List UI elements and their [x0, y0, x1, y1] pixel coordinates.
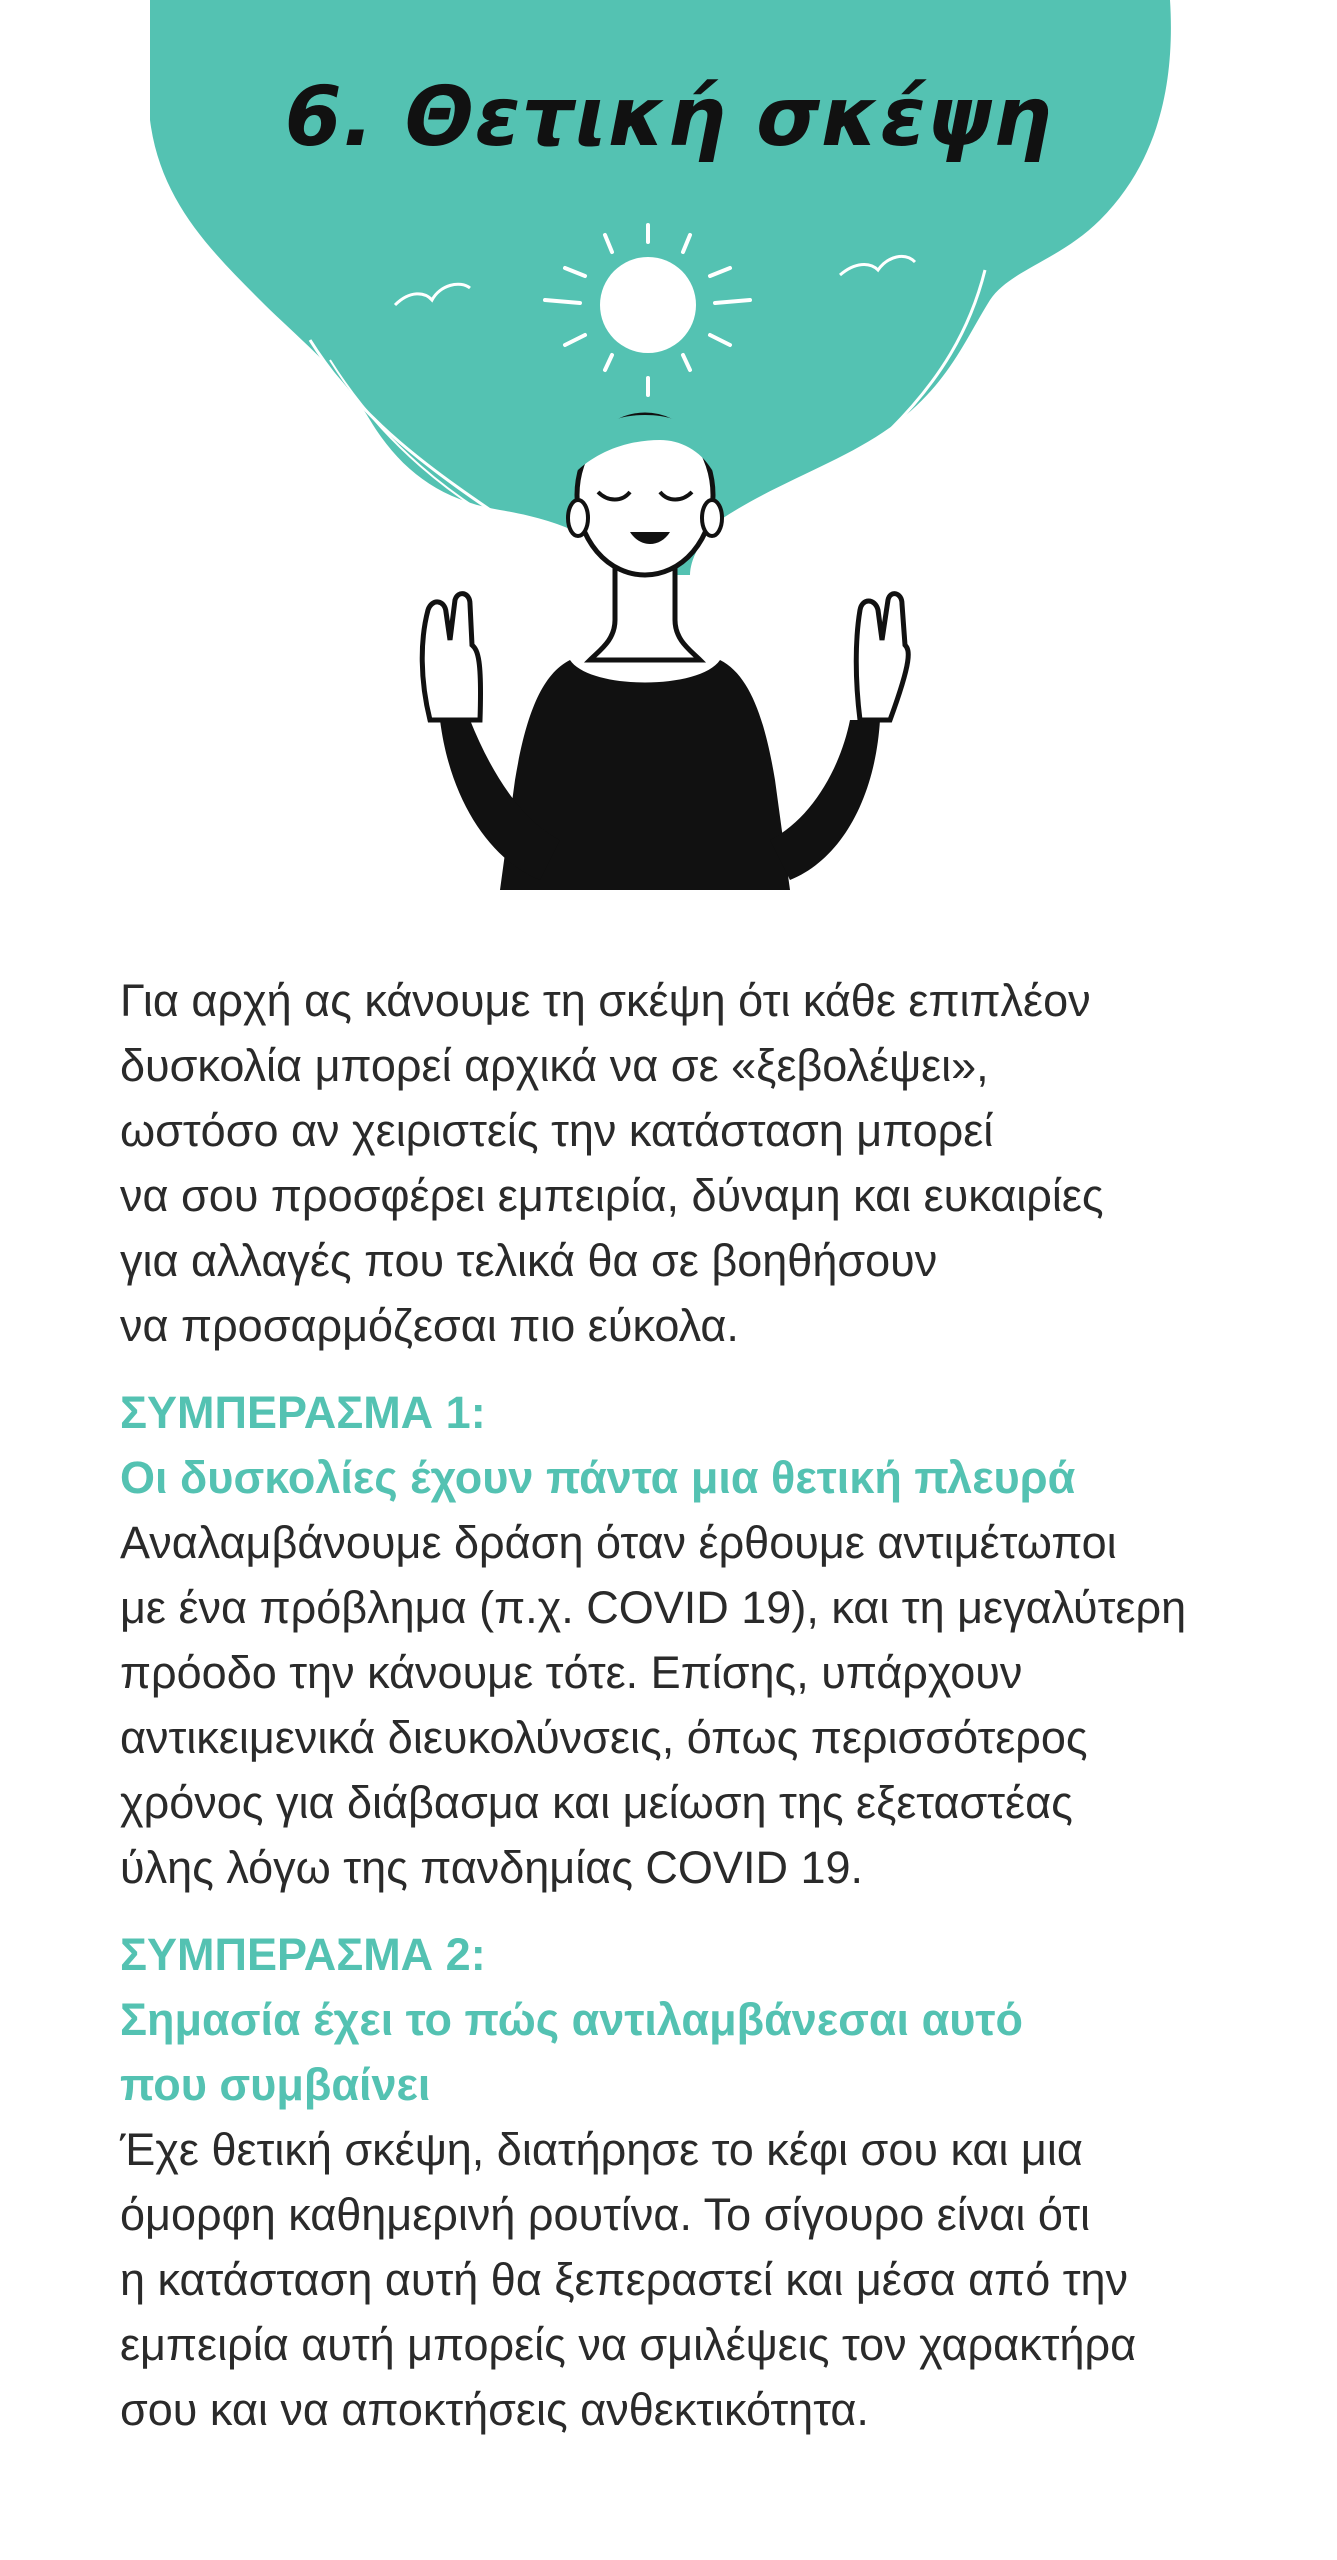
- body-line: όμορφη καθημερινή ρουτίνα. Το σίγουρο είναι ότι: [120, 2189, 1090, 2240]
- body-line: αντικειμενικά διευκολύνσεις, όπως περισσότερος: [120, 1712, 1088, 1763]
- intro-line: Για αρχή ας κάνουμε τη σκέψη ότι κάθε επιπλέον: [120, 975, 1091, 1026]
- intro-line: για αλλαγές που τελικά θα σε βοηθήσουν: [120, 1235, 938, 1286]
- intro-paragraph: [120, 968, 1240, 1358]
- intro-line: να προσαρμόζεσαι πιο εύκολα.: [120, 1300, 739, 1351]
- right-hand: [856, 594, 908, 720]
- body-line: πρόοδο την κάνουμε τότε. Επίσης, υπάρχουν: [120, 1647, 1023, 1698]
- right-arm: [770, 720, 880, 880]
- conclusion-2-body: [120, 2117, 1240, 2442]
- sun-icon: [600, 257, 696, 353]
- page-title: 6. Θετική σκέψη: [284, 70, 1053, 165]
- left-hand: [422, 594, 480, 720]
- intro-line: να σου προσφέρει εμπειρία, δύναμη και ευκαιρίες: [120, 1170, 1104, 1221]
- title-line: Σημασία έχει το πώς αντιλαμβάνεσαι αυτό: [120, 1994, 1023, 2045]
- body-line: σου και να αποκτήσεις ανθεκτικότητα.: [120, 2384, 869, 2435]
- body-line: με ένα πρόβλημα (π.χ. COVID 19), και τη μεγαλύτερη: [120, 1582, 1187, 1633]
- intro-line: ωστόσο αν χειριστείς την κατάσταση μπορεί: [120, 1105, 994, 1156]
- body-line: Έχε θετική σκέψη, διατήρησε το κέφι σου και μια: [120, 2124, 1083, 2175]
- body-line: Αναλαμβάνουμε δράση όταν έρθουμε αντιμέτωποι: [120, 1517, 1117, 1568]
- conclusion-2-title: [120, 1987, 1240, 2117]
- conclusion-1-body: [120, 1510, 1240, 1900]
- body-line: εμπειρία αυτή μπορείς να σμιλέψεις τον χαρακτήρα: [120, 2319, 1137, 2370]
- conclusion-2-label: ΣΥΜΠΕΡΑΣΜΑ 2:: [120, 1929, 486, 1980]
- body-line: χρόνος για διάβασμα και μείωση της εξεταστέας: [120, 1777, 1073, 1828]
- conclusion-1: [120, 1380, 1240, 1900]
- conclusion-1-title: Οι δυσκολίες έχουν πάντα μια θετική πλευρά: [120, 1452, 1076, 1503]
- conclusion-2: [120, 1922, 1240, 2442]
- intro-line: δυσκολία μπορεί αρχικά να σε «ξεβολέψει»,: [120, 1040, 989, 1091]
- body-line: η κατάσταση αυτή θα ξεπεραστεί και μέσα από την: [120, 2254, 1129, 2305]
- body-line: ύλης λόγω της πανδημίας COVID 19.: [120, 1842, 864, 1893]
- content: [120, 968, 1240, 2442]
- title-line: που συμβαίνει: [120, 2059, 431, 2110]
- conclusion-1-label: ΣΥΜΠΕΡΑΣΜΑ 1:: [120, 1387, 486, 1438]
